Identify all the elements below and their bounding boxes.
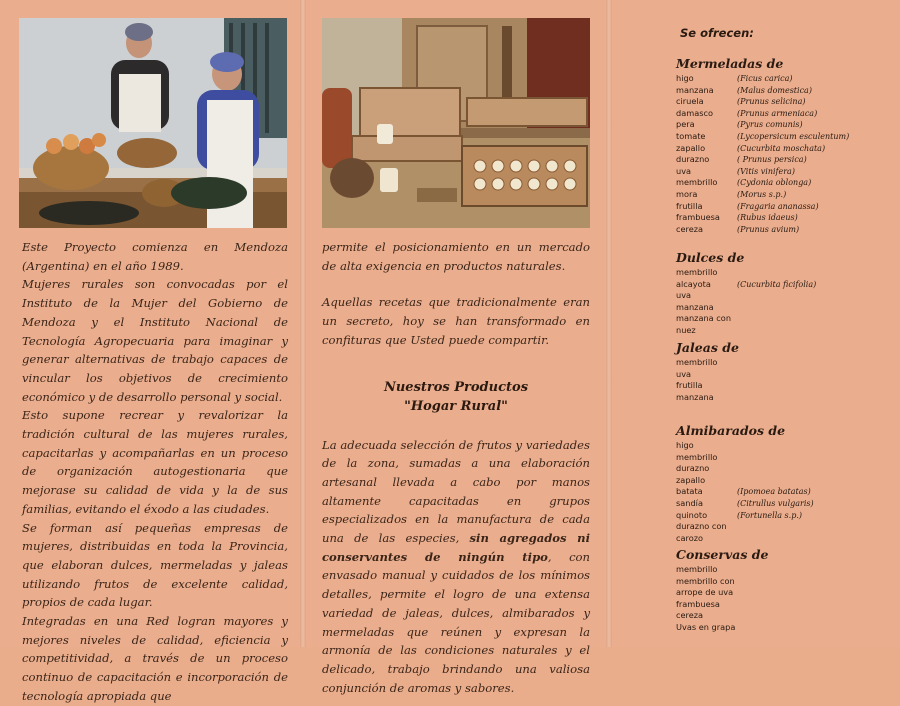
photo-rural-women: [19, 18, 287, 228]
section-title: Jaleas de: [676, 340, 739, 355]
product-name: tomate: [676, 130, 706, 141]
product-row: [676, 564, 896, 576]
product-row: [676, 357, 896, 369]
section-jaleas: [676, 340, 896, 403]
intro-text: [22, 238, 288, 706]
product-row: [676, 201, 896, 213]
scientific-name: (Morus s.p.): [737, 189, 787, 199]
scientific-name: (Malus domestica): [737, 85, 812, 95]
product-row: [676, 622, 896, 634]
product-name: uva: [676, 290, 692, 301]
scientific-name: (Lycopersicum esculentum): [737, 131, 850, 141]
product-row: [676, 290, 896, 302]
section-title: Dulces de: [676, 250, 745, 265]
product-row: [676, 189, 896, 201]
product-name: higo: [676, 440, 694, 450]
product-name: membrillo: [676, 267, 718, 277]
section-mermeladas: [676, 56, 896, 235]
product-row: [676, 143, 896, 155]
scientific-name: (Cucurbita moschata): [737, 143, 826, 153]
scientific-name: ( Prunus persica): [737, 155, 807, 165]
product-name: pera: [676, 119, 695, 130]
section-title: Conservas de: [676, 547, 769, 562]
product-name: higo: [676, 73, 694, 83]
scientific-name: (Prunus armeniaca): [737, 108, 818, 118]
product-row: [676, 392, 896, 404]
product-row: [676, 475, 896, 487]
product-row: [676, 279, 896, 291]
scientific-name: (Ipomoea batatas): [737, 487, 811, 497]
paragraph: Se forman así pequeñas empresas de mujeres, distribuidas en toda la Provincia, que elaboran dulces, mermeladas y jaleas utilizando frutos de excelente calidad, propios de cada lugar.: [22, 520, 288, 610]
product-row: [676, 486, 896, 498]
product-name: manzana con nuez: [676, 313, 732, 335]
left-panel: [0, 0, 300, 703]
products-text: [322, 238, 590, 697]
paragraph: [322, 436, 590, 698]
product-row: [676, 108, 896, 120]
paragraph: Mujeres rurales son convocadas por el Instituto de la Mujer del Gobierno de Mendoza y el Instituto Nacional de Tecnología Agropecuaria para imaginar y generar alternativas de trabajo capaces de vincular los objetivos de crecimiento económico y de desarrollo personal y social.: [22, 277, 288, 404]
product-row: [676, 576, 896, 599]
highlight-text: sin agregados ni conservantes de ningún tipo: [322, 531, 591, 564]
product-row: [676, 510, 896, 522]
product-name: membrillo: [676, 564, 718, 574]
product-name: cereza: [676, 610, 704, 621]
product-row: [676, 154, 896, 166]
scientific-name: (Fortunella s.p.): [737, 510, 802, 520]
product-name: durazno: [676, 154, 710, 165]
product-name: zapallo: [676, 142, 706, 153]
product-list: [676, 73, 896, 235]
paragraph: Aquellas recetas que tradicionalmente eran un secreto, hoy se han transformado en confituras que Usted puede compartir.: [322, 295, 590, 347]
product-name: ciruela: [676, 96, 704, 107]
product-name: uva: [676, 368, 692, 379]
product-name: uva: [676, 165, 692, 176]
product-row: [676, 440, 896, 452]
product-row: [676, 380, 896, 392]
product-row: [676, 369, 896, 381]
product-name: batata: [676, 486, 703, 497]
products-title: Nuestros Productos: [383, 379, 529, 395]
product-row: [676, 498, 896, 510]
product-row: [676, 224, 896, 236]
scientific-name: (Vitis vinifera): [737, 166, 795, 176]
scientific-name: (Prunus avium): [737, 224, 800, 234]
product-list: [676, 357, 896, 403]
product-name: durazno: [676, 463, 710, 474]
offer-heading: Se ofrecen:: [680, 26, 754, 40]
product-row: [676, 85, 896, 97]
product-row: [676, 212, 896, 224]
paragraph: permite el posicionamiento en un mercado de alta exigencia en productos naturales.: [322, 240, 590, 273]
spacer: [322, 416, 590, 436]
product-name: mora: [676, 188, 698, 199]
product-row: [676, 521, 896, 544]
product-name: Uvas en grapa: [676, 621, 736, 632]
scientific-name: (Citrullus vulgaris): [737, 498, 814, 508]
section-almibarados: [676, 423, 896, 544]
right-panel: [612, 0, 900, 647]
paragraph: Esto supone recrear y revalorizar la tradición cultural de las mujeres rurales, capacitarlas y acompañarlas en un proceso de organización autogestionaria que mejorase su calidad de vida y la de sus familias, evitando el éxodo a las ciudades.: [22, 408, 288, 516]
product-row: [676, 313, 896, 336]
product-row: [676, 177, 896, 189]
product-name: cereza: [676, 223, 704, 234]
middle-panel: [306, 0, 606, 695]
product-name: durazno con carozo: [676, 521, 727, 543]
product-row: [676, 463, 896, 475]
scientific-name: (Cucurbita ficifolia): [737, 279, 817, 289]
product-list: [676, 564, 896, 634]
product-name: frutilla: [676, 200, 703, 211]
product-row: [676, 302, 896, 314]
scientific-name: (Cydonia oblonga): [737, 178, 812, 188]
paragraph: Integradas en una Red logran mayores y mejores niveles de calidad, eficiencia y competitividad, a través de un proceso continuo de capacitación e incorporación de tecnología apropiada que: [22, 614, 288, 703]
section-conservas: [676, 547, 896, 634]
photo-product-box: [322, 18, 590, 228]
products-subtitle: "Hogar Rural": [404, 398, 508, 414]
product-name: membrillo: [676, 357, 718, 367]
scientific-name: (Pyrus comunis): [737, 120, 803, 130]
paragraph: Este Proyecto comienza en Mendoza (Argentina) en el año 1989.: [22, 240, 288, 273]
product-list: [676, 267, 896, 337]
product-name: membrillo: [676, 177, 718, 188]
scientific-name: (Fragaria ananassa): [737, 201, 819, 211]
paragraph-part: , con envasado manual y cuidados de los mínimos detalles, permite el logro de una extensa variedad de jaleas, dulces, almibarados y mermeladas que reúnen y expresan la armonía de las condiciones naturales y el delicado, trabajo brindando una valiosa conjunción de aromas y sabores.: [322, 549, 591, 695]
product-name: membrillo: [676, 451, 718, 462]
section-title: Almibarados de: [676, 423, 786, 438]
product-name: quinoto: [676, 509, 708, 520]
product-name: frutilla: [676, 380, 703, 391]
spacer: [322, 275, 590, 293]
scientific-name: (Ficus carica): [737, 74, 793, 83]
product-row: [676, 599, 896, 611]
scientific-name: (Rubus idaeus): [737, 213, 798, 223]
spacer: [322, 350, 590, 378]
product-row: [676, 610, 896, 622]
product-list: [676, 440, 896, 544]
product-name: sandía: [676, 497, 703, 508]
product-name: zapallo: [676, 474, 706, 485]
product-name: frambuesa: [676, 598, 720, 609]
product-name: membrillo con arrope de uva: [676, 575, 735, 598]
product-row: [676, 166, 896, 178]
section-dulces: [676, 250, 896, 337]
product-name: frambuesa: [676, 212, 720, 223]
product-row: [676, 73, 896, 85]
product-name: damasco: [676, 107, 713, 118]
section-title: Mermeladas de: [676, 56, 784, 71]
scientific-name: (Prunus selicina): [737, 97, 806, 107]
product-name: manzana: [676, 391, 714, 402]
product-name: alcayota: [676, 278, 711, 289]
product-row: [676, 452, 896, 464]
product-row: [676, 119, 896, 131]
product-row: [676, 96, 896, 108]
paragraph-part: La adecuada selección de frutos y variedades de la zona, sumadas a una elaboración artesanal llevada a cabo por manos altamente capacitadas en grupos especializados en la manufactura de cada una de las especies,: [322, 437, 590, 546]
product-row: [676, 267, 896, 279]
product-name: manzana: [676, 84, 714, 95]
product-row: [676, 131, 896, 143]
product-name: manzana: [676, 301, 714, 312]
